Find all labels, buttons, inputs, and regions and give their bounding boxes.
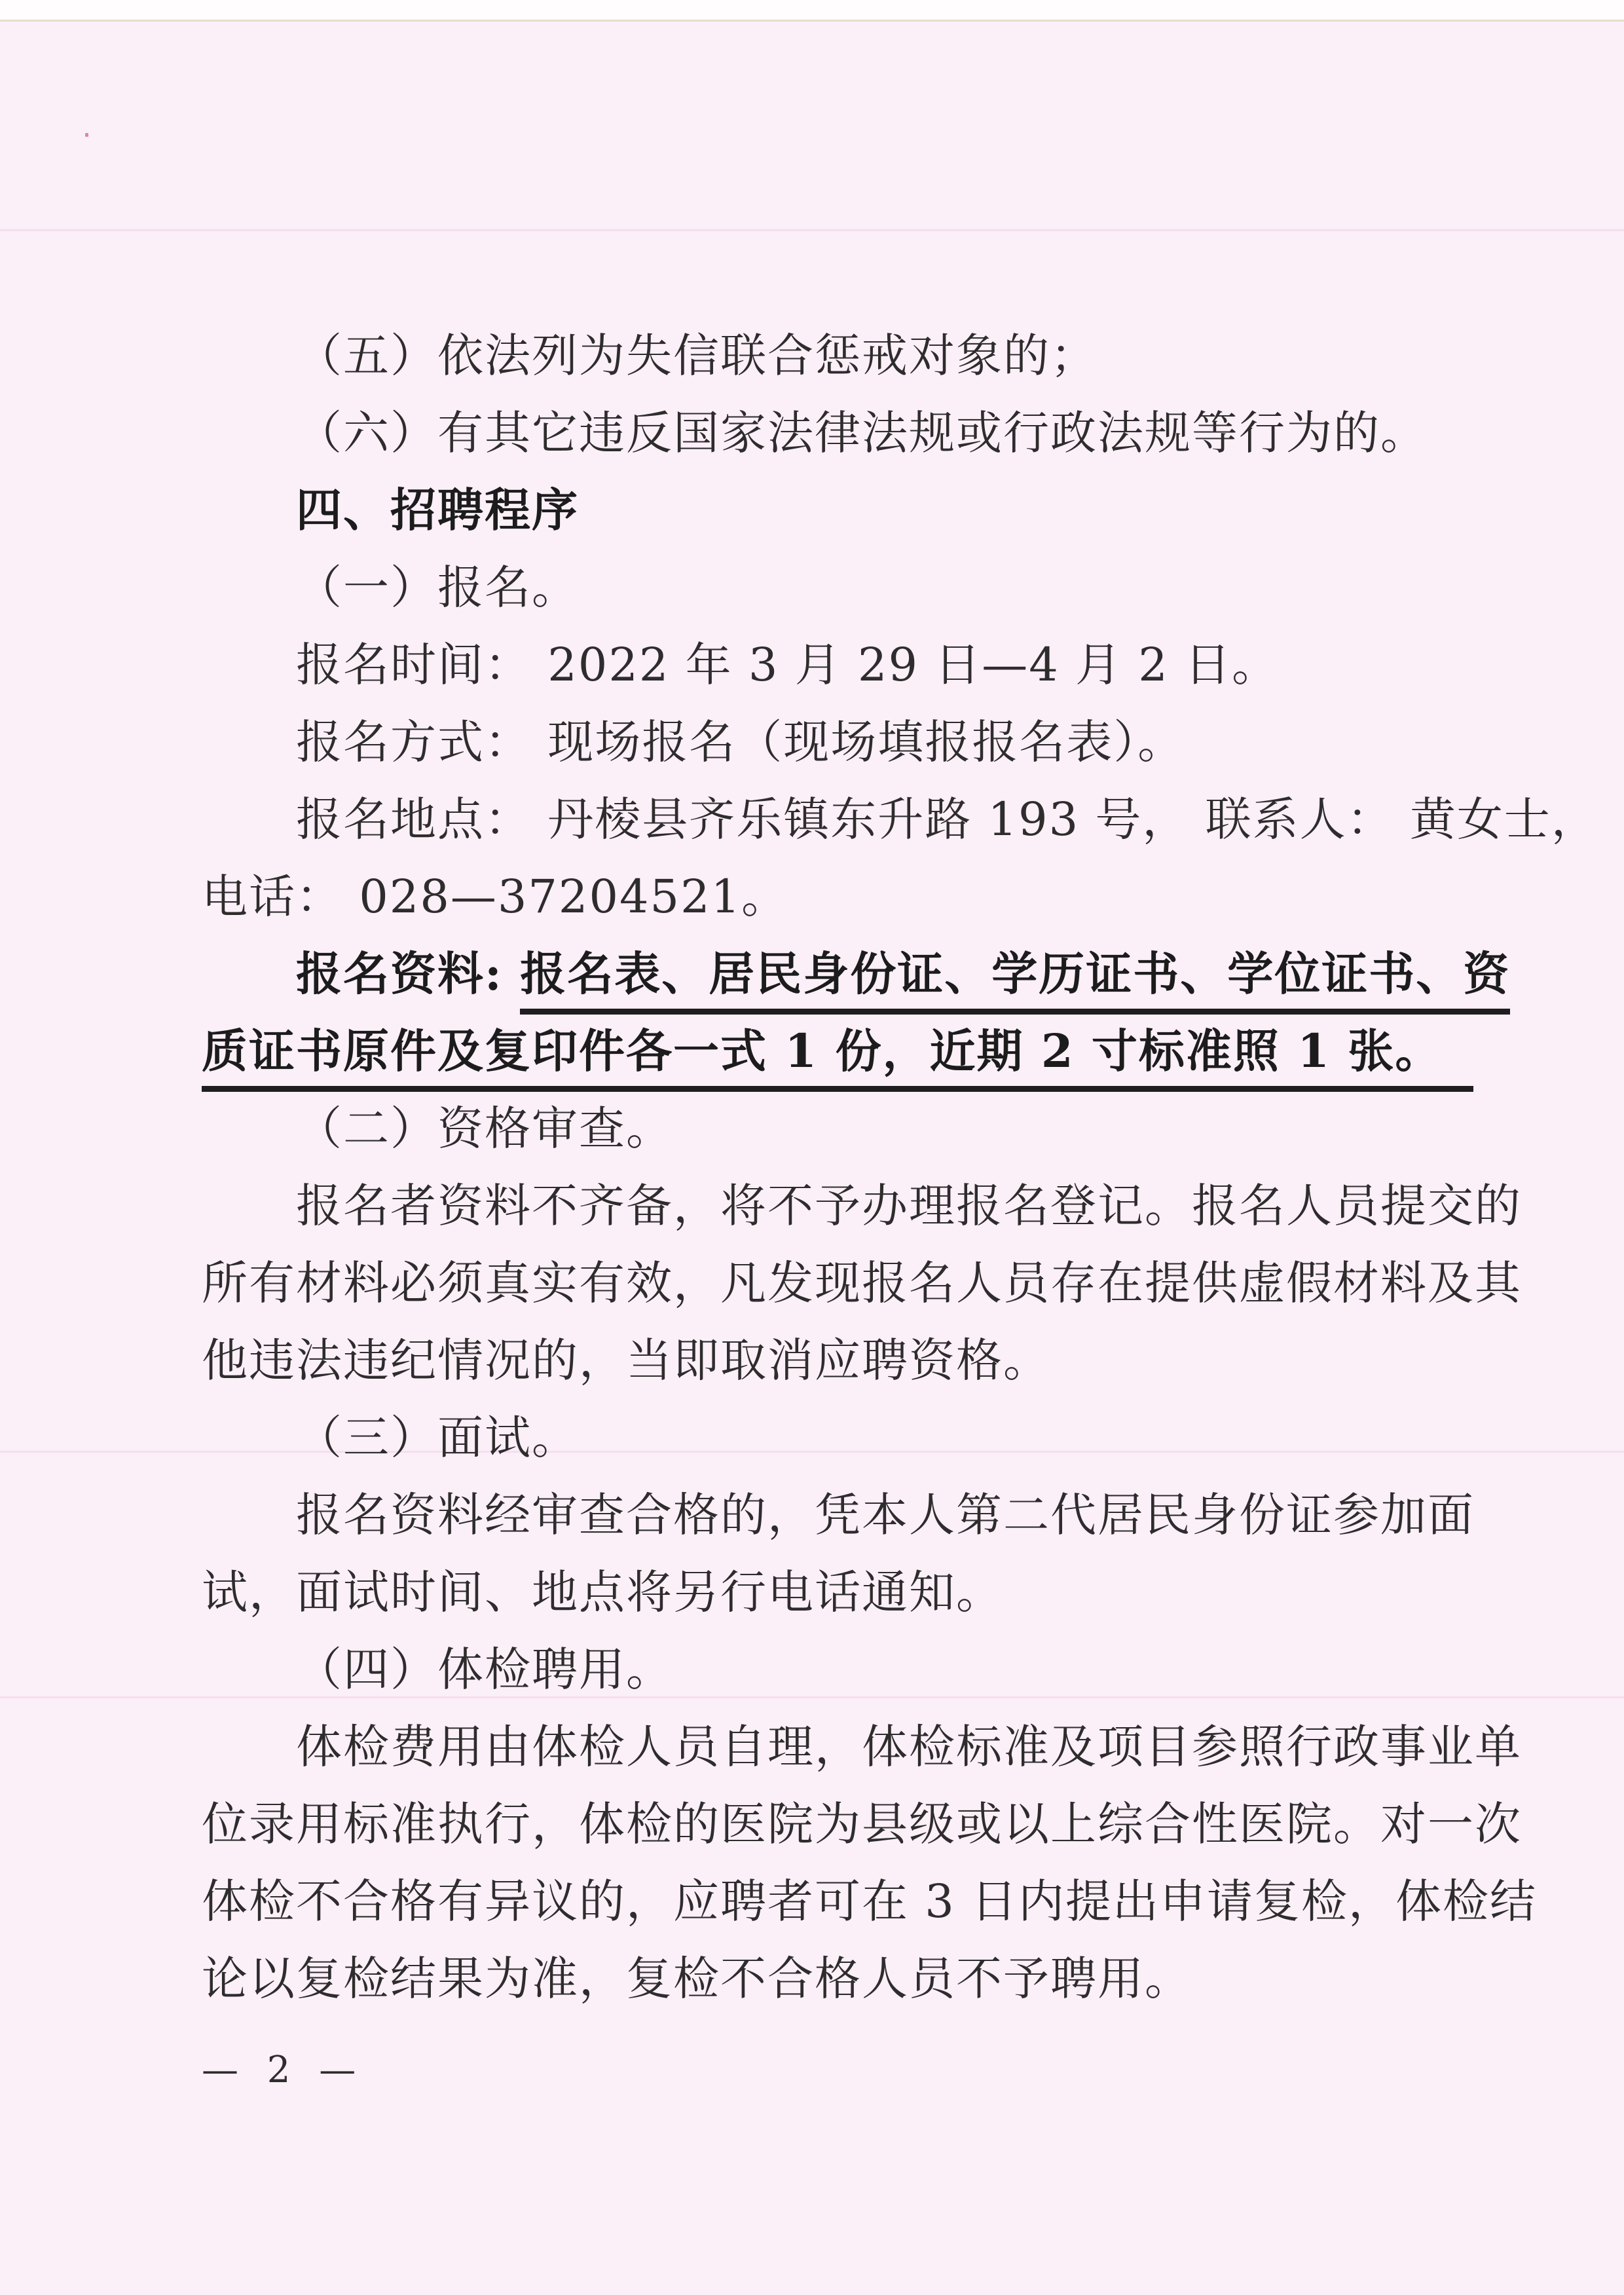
- text-line: [202, 1399, 1433, 1476]
- text-segment: 体检不合格有异议的，应聘者可在 3 日内提出申请复检，体检结: [202, 1875, 1538, 1928]
- text-segment: （三）面试。: [296, 1411, 579, 1465]
- text-segment: 电话： 028—37204521。: [202, 870, 789, 924]
- scan-dust-speck: [85, 133, 88, 137]
- scan-edge-line: [0, 20, 1624, 22]
- document-body: [202, 317, 1598, 2017]
- text-line: [202, 1554, 1433, 1631]
- text-line: [202, 472, 1433, 549]
- text-line: [202, 858, 1433, 935]
- text-segment: 所有材料必须真实有效，凡发现报名人员存在提供虚假材料及其: [202, 1256, 1522, 1310]
- text-line: [202, 1940, 1433, 2017]
- text-segment: （二）资格审查。: [296, 1102, 673, 1155]
- scan-white-strip: [0, 0, 1624, 20]
- text-line: [202, 703, 1433, 781]
- text-line: [202, 626, 1433, 703]
- text-segment: 试，面试时间、地点将另行电话通知。: [202, 1565, 1003, 1619]
- text-line: [202, 394, 1433, 472]
- text-segment: 报名时间： 2022 年 3 月 29 日—4 月 2 日。: [296, 638, 1280, 692]
- text-segment: 报名者资料不齐备，将不予办理报名登记。报名人员提交的: [296, 1179, 1522, 1233]
- text-segment: 论以复检结果为准，复检不合格人员不予聘用。: [202, 1952, 1192, 2006]
- text-segment: （六）有其它违反国家法律法规或行政法规等行为的。: [296, 406, 1428, 460]
- text-line: [202, 1322, 1433, 1399]
- scan-band-line: [0, 229, 1624, 231]
- text-segment: 质证书原件及复印件各一式 1 份，近期 2 寸标准照 1 张。: [202, 1024, 1473, 1092]
- text-line: [202, 1708, 1522, 1785]
- text-line: [202, 1785, 1522, 1863]
- text-line: [202, 1090, 1433, 1167]
- text-line: [202, 1863, 1538, 1940]
- text-line: [202, 935, 1511, 1013]
- text-segment: 报名资料:: [296, 946, 521, 1001]
- text-line: [202, 1013, 1443, 1090]
- text-segment: 四、招聘程序: [296, 483, 579, 537]
- text-line: [202, 317, 1433, 394]
- text-segment: 位录用标准执行，体检的医院为县级或以上综合性医院。对一次: [202, 1797, 1522, 1851]
- text-segment: （一）报名。: [296, 561, 579, 614]
- page-number: — 2 —: [202, 2049, 360, 2091]
- text-segment: 报名地点： 丹棱县齐乐镇东升路 193 号， 联系人： 黄女士，: [296, 793, 1598, 846]
- text-segment: 报名资料经审查合格的，凭本人第二代居民身份证参加面: [296, 1488, 1475, 1542]
- text-line: [202, 1167, 1522, 1244]
- text-segment: 体检费用由体检人员自理，体检标准及项目参照行政事业单: [296, 1720, 1522, 1774]
- text-line: [202, 549, 1433, 626]
- text-segment: 报名方式： 现场报名（现场填报报名表）。: [296, 715, 1185, 769]
- text-segment: （五）依法列为失信联合惩戒对象的；: [296, 329, 1098, 382]
- text-line: [202, 1244, 1522, 1322]
- text-line: [202, 781, 1598, 858]
- text-line: [202, 1631, 1433, 1708]
- text-segment: （四）体检聘用。: [296, 1643, 673, 1696]
- text-line: [202, 1476, 1475, 1554]
- text-segment: 他违法违纪情况的，当即取消应聘资格。: [202, 1334, 1050, 1387]
- text-segment: 报名表、居民身份证、学历证书、学位证书、资: [520, 946, 1510, 1015]
